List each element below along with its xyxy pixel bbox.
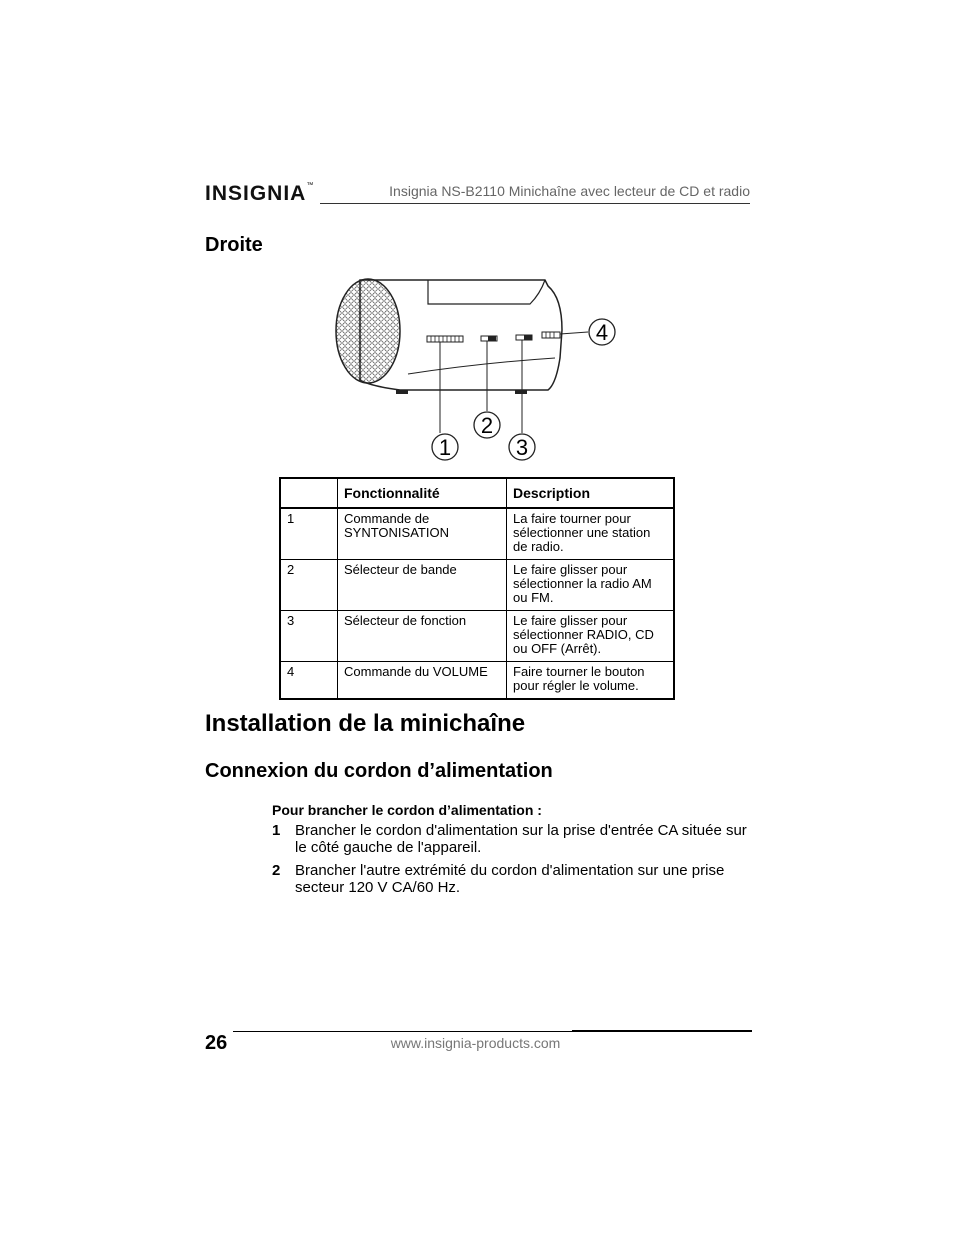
speaker-grille: [336, 279, 400, 383]
list-item: [272, 822, 750, 856]
callout-label-4: 4: [595, 320, 609, 345]
callout-label-2: 2: [480, 413, 494, 438]
row-description: Le faire glisser pour sélectionner la radio AM ou FM.: [507, 560, 675, 611]
step-text: Brancher le cordon d'alimentation sur la prise d'entrée CA située sur le côté gauche de l'appareil.: [295, 822, 747, 856]
subsection-heading-power-cord: Connexion du cordon d’alimentation: [205, 760, 553, 782]
row-number: 4: [280, 662, 338, 700]
step-number: 1: [272, 822, 281, 839]
tuning-control: [427, 336, 463, 342]
feature-table: [279, 477, 675, 700]
page-number: 26: [205, 1032, 228, 1054]
device-right-side-diagram: [330, 268, 630, 468]
table-header-number: [280, 478, 338, 508]
row-feature: Sélecteur de bande: [338, 560, 507, 611]
row-description: La faire tourner pour sélectionner une station de radio.: [507, 508, 675, 560]
table-header-description: Description: [507, 478, 675, 508]
procedure-steps: [272, 822, 750, 902]
row-number: 2: [280, 560, 338, 611]
insignia-logo: [205, 182, 317, 212]
logo-text: INSIGNIA: [205, 182, 307, 205]
step-number: 2: [272, 862, 281, 879]
table-row: [280, 662, 674, 700]
volume-control: [542, 332, 560, 338]
row-number: 3: [280, 611, 338, 662]
foot-left: [396, 390, 408, 394]
header-title: Insignia NS-B2110 Minichaîne avec lecteur de CD et radio: [389, 183, 750, 199]
table-header-row: [280, 478, 674, 508]
procedure-title: Pour brancher le cordon d’alimentation :: [272, 802, 542, 818]
table-row: [280, 560, 674, 611]
list-item: [272, 862, 750, 896]
header-rule: [320, 203, 750, 204]
leader-line-4: [560, 332, 588, 334]
table-row: [280, 611, 674, 662]
row-number: 1: [280, 508, 338, 560]
section-heading-droite: Droite: [205, 234, 263, 256]
footer-url: www.insignia-products.com: [390, 1035, 561, 1051]
row-feature: Commande du VOLUME: [338, 662, 507, 700]
footer-rule-accent: [572, 1030, 752, 1032]
section-heading-installation: Installation de la minichaîne: [205, 710, 526, 737]
callout-label-1: 1: [438, 435, 452, 460]
row-description: Le faire glisser pour sélectionner RADIO, CD ou OFF (Arrêt).: [507, 611, 675, 662]
callout-label-3: 3: [515, 435, 529, 460]
table-row: [280, 508, 674, 560]
row-feature: Sélecteur de fonction: [338, 611, 507, 662]
row-description: Faire tourner le bouton pour régler le volume.: [507, 662, 675, 700]
step-text: Brancher l'autre extrémité du cordon d'alimentation sur une prise secteur 120 V CA/60 Hz.: [295, 862, 725, 896]
table-header-feature: Fonctionnalité: [338, 478, 507, 508]
row-feature: Commande de SYNTONISATION: [338, 508, 507, 560]
trademark-symbol: ™: [306, 182, 315, 189]
foot-right: [515, 390, 527, 394]
